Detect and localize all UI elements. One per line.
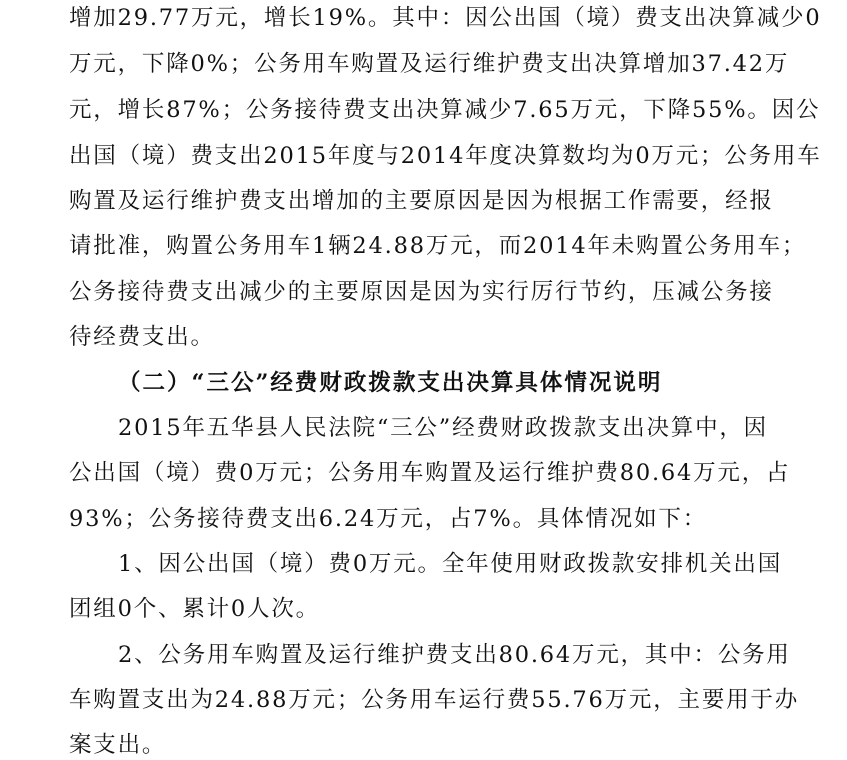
list-item-line: 团组0个、累计0人次。 (69, 596, 320, 622)
paragraph-line: 公出国（境）费0万元；公务用车购置及运行维护费80.64万元，占 (69, 460, 791, 486)
paragraph-line: 待经费支出。 (69, 324, 215, 350)
paragraph-line: 万元，下降0%；公务用车购置及运行维护费支出决算增加37.42万 (69, 51, 790, 77)
paragraph-line: 元，增长87%；公务接待费支出决算减少7.65万元，下降55%。因公 (69, 97, 821, 123)
paragraph-line: 93%；公务接待费支出6.24万元，占7%。具体情况如下： (69, 506, 708, 532)
paragraph-line: 出国（境）费支出2015年度与2014年度决算数均为0万元；公务用车 (69, 143, 822, 169)
paragraph-line: 请批准，购置公务用车1辆24.88万元，而2014年未购置公务用车； (69, 233, 807, 259)
list-item-line: 车购置支出为24.88万元；公务用车运行费55.76万元，主要用于办 (69, 687, 800, 713)
paragraph-line: 公务接待费支出减少的主要原因是因为实行厉行节约，压减公务接 (69, 279, 774, 305)
section-heading: （二）“三公”经费财政拨款支出决算具体情况说明 (118, 370, 663, 396)
paragraph-line: 增加29.77万元，增长19%。其中：因公出国（境）费支出决算减少0 (69, 5, 822, 31)
paragraph-line: 2015年五华县人民法院“三公”经费财政拨款支出决算中，因 (118, 415, 768, 441)
list-item-line: 1、因公出国（境）费0万元。全年使用财政拨款安排机关出国 (118, 551, 783, 577)
paragraph-line: 购置及运行维护费支出增加的主要原因是因为根据工作需要，经报 (69, 188, 774, 214)
list-item-line: 案支出。 (69, 732, 167, 758)
list-item-line: 2、公务用车购置及运行维护费支出80.64万元，其中：公务用 (118, 642, 791, 668)
